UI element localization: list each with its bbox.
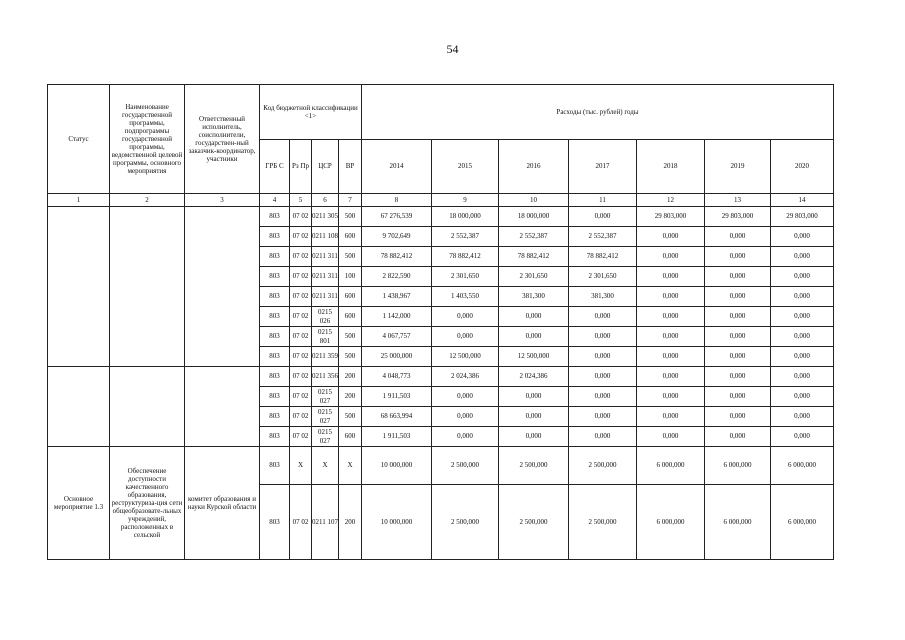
value-2015-cell: 2 500,000 — [432, 447, 499, 485]
value-2019-cell: 0,000 — [705, 267, 771, 287]
value-2014-cell: 1 911,503 — [362, 427, 432, 447]
vr-cell: 200 — [339, 367, 362, 387]
column-index-cell: 4 — [260, 194, 290, 207]
column-index-cell: 10 — [499, 194, 569, 207]
rzpr-cell: X — [290, 447, 312, 485]
rzpr-cell: 07 02 — [290, 347, 312, 367]
header-grbs: ГРБ С — [260, 140, 290, 194]
value-2015-cell: 2 024,386 — [432, 367, 499, 387]
rzpr-cell: 07 02 — [290, 247, 312, 267]
page-number: 54 — [446, 42, 459, 56]
value-2017-cell: 0,000 — [569, 367, 637, 387]
name-cell-empty — [110, 367, 185, 447]
grbs-cell: 803 — [260, 447, 290, 485]
value-2015-cell: 0,000 — [432, 307, 499, 327]
value-2017-cell: 2 552,387 — [569, 227, 637, 247]
column-index-cell: 3 — [185, 194, 260, 207]
rzpr-cell: 07 02 — [290, 427, 312, 447]
value-2018-cell: 0,000 — [637, 247, 705, 267]
vr-cell: 500 — [339, 407, 362, 427]
value-2019-cell: 0,000 — [705, 327, 771, 347]
header-year: 2015 — [432, 140, 499, 194]
value-2015-cell: 0,000 — [432, 407, 499, 427]
value-2020-cell: 6 000,000 — [771, 485, 834, 560]
column-index-cell: 11 — [569, 194, 637, 207]
value-2016-cell: 2 301,650 — [499, 267, 569, 287]
value-2020-cell: 0,000 — [771, 387, 834, 407]
value-2016-cell: 2 024,386 — [499, 367, 569, 387]
csr-cell: 0211 311 — [312, 247, 339, 267]
value-2018-cell: 0,000 — [637, 367, 705, 387]
value-2020-cell: 0,000 — [771, 367, 834, 387]
header-csr: ЦСР — [312, 140, 339, 194]
value-2015-cell: 12 500,000 — [432, 347, 499, 367]
value-2014-cell: 10 000,000 — [362, 447, 432, 485]
value-2014-cell: 1 142,000 — [362, 307, 432, 327]
csr-cell: 0211 356 — [312, 367, 339, 387]
header-year: 2020 — [771, 140, 834, 194]
value-2019-cell: 0,000 — [705, 407, 771, 427]
measure-executor: комитет образования и науки Курской области — [185, 447, 260, 560]
measure-name: Обеспечение доступности качественного образования, реструктуриза-ция сети общеобразовате-льных учреждений, расположенных в сельской — [110, 447, 185, 560]
header-executor: Ответственный исполнитель, соисполнители, государствен-ный заказчик-координатор, участники — [185, 85, 260, 194]
grbs-cell: 803 — [260, 307, 290, 327]
table-row — [48, 367, 834, 387]
column-index-cell: 2 — [110, 194, 185, 207]
value-2020-cell: 6 000,000 — [771, 447, 834, 485]
header-row-1 — [48, 85, 834, 140]
value-2017-cell: 0,000 — [569, 307, 637, 327]
vr-cell: 600 — [339, 427, 362, 447]
column-index-cell: 9 — [432, 194, 499, 207]
value-2016-cell: 78 882,412 — [499, 247, 569, 267]
rzpr-cell: 07 02 — [290, 307, 312, 327]
value-2014-cell: 25 000,000 — [362, 347, 432, 367]
rzpr-cell: 07 02 — [290, 267, 312, 287]
grbs-cell: 803 — [260, 407, 290, 427]
rzpr-cell: 07 02 — [290, 207, 312, 227]
value-2020-cell: 0,000 — [771, 347, 834, 367]
value-2015-cell: 0,000 — [432, 327, 499, 347]
value-2019-cell: 6 000,000 — [705, 485, 771, 560]
value-2018-cell: 0,000 — [637, 287, 705, 307]
vr-cell: X — [339, 447, 362, 485]
value-2018-cell: 6 000,000 — [637, 447, 705, 485]
value-2015-cell: 2 500,000 — [432, 485, 499, 560]
value-2015-cell: 2 552,387 — [432, 227, 499, 247]
csr-cell: 0211 107 — [312, 485, 339, 560]
value-2018-cell: 0,000 — [637, 427, 705, 447]
column-index-cell: 6 — [312, 194, 339, 207]
value-2019-cell: 0,000 — [705, 427, 771, 447]
header-year: 2014 — [362, 140, 432, 194]
vr-cell: 200 — [339, 387, 362, 407]
value-2019-cell: 29 803,000 — [705, 207, 771, 227]
status-cell-empty — [48, 207, 110, 367]
executor-cell-empty — [185, 207, 260, 367]
value-2016-cell: 381,300 — [499, 287, 569, 307]
grbs-cell: 803 — [260, 267, 290, 287]
column-index-cell: 1 — [48, 194, 110, 207]
value-2015-cell: 78 882,412 — [432, 247, 499, 267]
grbs-cell: 803 — [260, 207, 290, 227]
value-2017-cell: 2 301,650 — [569, 267, 637, 287]
value-2016-cell: 18 000,000 — [499, 207, 569, 227]
vr-cell: 100 — [339, 267, 362, 287]
value-2018-cell: 29 803,000 — [637, 207, 705, 227]
csr-cell: 0215 801 — [312, 327, 339, 347]
table-row — [48, 207, 834, 227]
grbs-cell: 803 — [260, 485, 290, 560]
column-index-cell: 14 — [771, 194, 834, 207]
grbs-cell: 803 — [260, 387, 290, 407]
csr-cell: 0211 311 — [312, 287, 339, 307]
header-year: 2018 — [637, 140, 705, 194]
value-2017-cell: 381,300 — [569, 287, 637, 307]
value-2014-cell: 9 702,649 — [362, 227, 432, 247]
csr-cell: 0215 027 — [312, 407, 339, 427]
column-index-cell: 8 — [362, 194, 432, 207]
header-year: 2016 — [499, 140, 569, 194]
value-2014-cell: 78 882,412 — [362, 247, 432, 267]
value-2018-cell: 0,000 — [637, 227, 705, 247]
column-index-cell: 12 — [637, 194, 705, 207]
value-2017-cell: 0,000 — [569, 387, 637, 407]
value-2015-cell: 18 000,000 — [432, 207, 499, 227]
value-2017-cell: 0,000 — [569, 207, 637, 227]
value-2017-cell: 0,000 — [569, 407, 637, 427]
csr-cell: 0215 026 — [312, 307, 339, 327]
csr-cell: 0211 108 — [312, 227, 339, 247]
rzpr-cell: 07 02 — [290, 367, 312, 387]
value-2020-cell: 0,000 — [771, 247, 834, 267]
csr-cell: 0215 027 — [312, 427, 339, 447]
rzpr-cell: 07 02 — [290, 485, 312, 560]
value-2017-cell: 2 500,000 — [569, 485, 637, 560]
grbs-cell: 803 — [260, 227, 290, 247]
value-2014-cell: 10 000,000 — [362, 485, 432, 560]
rzpr-cell: 07 02 — [290, 227, 312, 247]
value-2015-cell: 0,000 — [432, 387, 499, 407]
value-2017-cell: 2 500,000 — [569, 447, 637, 485]
value-2016-cell: 0,000 — [499, 427, 569, 447]
value-2014-cell: 67 276,539 — [362, 207, 432, 227]
vr-cell: 600 — [339, 227, 362, 247]
value-2014-cell: 1 911,503 — [362, 387, 432, 407]
vr-cell: 500 — [339, 327, 362, 347]
value-2019-cell: 0,000 — [705, 347, 771, 367]
grbs-cell: 803 — [260, 287, 290, 307]
value-2018-cell: 0,000 — [637, 347, 705, 367]
vr-cell: 500 — [339, 347, 362, 367]
value-2016-cell: 2 552,387 — [499, 227, 569, 247]
value-2017-cell: 0,000 — [569, 347, 637, 367]
value-2019-cell: 0,000 — [705, 307, 771, 327]
grbs-cell: 803 — [260, 327, 290, 347]
value-2020-cell: 0,000 — [771, 267, 834, 287]
column-index-row — [48, 194, 834, 207]
csr-cell: X — [312, 447, 339, 485]
column-index-cell: 13 — [705, 194, 771, 207]
value-2014-cell: 2 822,590 — [362, 267, 432, 287]
value-2017-cell: 0,000 — [569, 427, 637, 447]
vr-cell: 600 — [339, 307, 362, 327]
vr-cell: 500 — [339, 247, 362, 267]
vr-cell: 200 — [339, 485, 362, 560]
value-2015-cell: 0,000 — [432, 427, 499, 447]
value-2018-cell: 0,000 — [637, 407, 705, 427]
csr-cell: 0215 027 — [312, 387, 339, 407]
table-row — [48, 447, 834, 485]
value-2014-cell: 1 438,967 — [362, 287, 432, 307]
value-2016-cell: 0,000 — [499, 387, 569, 407]
budget-table — [47, 84, 834, 560]
executor-cell-empty — [185, 367, 260, 447]
grbs-cell: 803 — [260, 427, 290, 447]
column-index-cell: 7 — [339, 194, 362, 207]
value-2017-cell: 0,000 — [569, 327, 637, 347]
value-2014-cell: 68 663,994 — [362, 407, 432, 427]
value-2019-cell: 0,000 — [705, 387, 771, 407]
value-2018-cell: 0,000 — [637, 387, 705, 407]
header-expenses: Расходы (тыс. рублей) годы — [362, 85, 834, 140]
grbs-cell: 803 — [260, 247, 290, 267]
value-2019-cell: 0,000 — [705, 227, 771, 247]
header-name: Наименование государственной программы, подпрограммы государственной программы, ведомственной целевой программы, основного мероприятия — [110, 85, 185, 194]
column-index-cell: 5 — [290, 194, 312, 207]
value-2018-cell: 0,000 — [637, 327, 705, 347]
csr-cell: 0211 305 — [312, 207, 339, 227]
value-2020-cell: 0,000 — [771, 227, 834, 247]
vr-cell: 600 — [339, 287, 362, 307]
header-year: 2019 — [705, 140, 771, 194]
value-2019-cell: 0,000 — [705, 367, 771, 387]
value-2018-cell: 0,000 — [637, 307, 705, 327]
rzpr-cell: 07 02 — [290, 287, 312, 307]
csr-cell: 0211 359 — [312, 347, 339, 367]
rzpr-cell: 07 02 — [290, 327, 312, 347]
rzpr-cell: 07 02 — [290, 387, 312, 407]
header-status: Статус — [48, 85, 110, 194]
value-2020-cell: 29 803,000 — [771, 207, 834, 227]
value-2020-cell: 0,000 — [771, 327, 834, 347]
value-2016-cell: 0,000 — [499, 327, 569, 347]
value-2018-cell: 6 000,000 — [637, 485, 705, 560]
value-2016-cell: 2 500,000 — [499, 447, 569, 485]
header-vr: ВР — [339, 140, 362, 194]
value-2014-cell: 4 067,757 — [362, 327, 432, 347]
value-2016-cell: 2 500,000 — [499, 485, 569, 560]
header-rzpr: Рз Пр — [290, 140, 312, 194]
value-2015-cell: 1 403,550 — [432, 287, 499, 307]
grbs-cell: 803 — [260, 347, 290, 367]
value-2020-cell: 0,000 — [771, 407, 834, 427]
value-2017-cell: 78 882,412 — [569, 247, 637, 267]
grbs-cell: 803 — [260, 367, 290, 387]
value-2014-cell: 4 048,773 — [362, 367, 432, 387]
header-budget-code: Код бюджетной классификации <1> — [260, 85, 362, 140]
value-2019-cell: 0,000 — [705, 287, 771, 307]
status-cell-empty — [48, 367, 110, 447]
value-2019-cell: 6 000,000 — [705, 447, 771, 485]
name-cell-empty — [110, 207, 185, 367]
vr-cell: 500 — [339, 207, 362, 227]
measure-status: Основное мероприятие 1.3 — [48, 447, 110, 560]
value-2020-cell: 0,000 — [771, 287, 834, 307]
header-year: 2017 — [569, 140, 637, 194]
value-2018-cell: 0,000 — [637, 267, 705, 287]
value-2019-cell: 0,000 — [705, 247, 771, 267]
value-2016-cell: 12 500,000 — [499, 347, 569, 367]
value-2020-cell: 0,000 — [771, 427, 834, 447]
value-2015-cell: 2 301,650 — [432, 267, 499, 287]
csr-cell: 0211 311 — [312, 267, 339, 287]
rzpr-cell: 07 02 — [290, 407, 312, 427]
value-2016-cell: 0,000 — [499, 307, 569, 327]
value-2016-cell: 0,000 — [499, 407, 569, 427]
value-2020-cell: 0,000 — [771, 307, 834, 327]
